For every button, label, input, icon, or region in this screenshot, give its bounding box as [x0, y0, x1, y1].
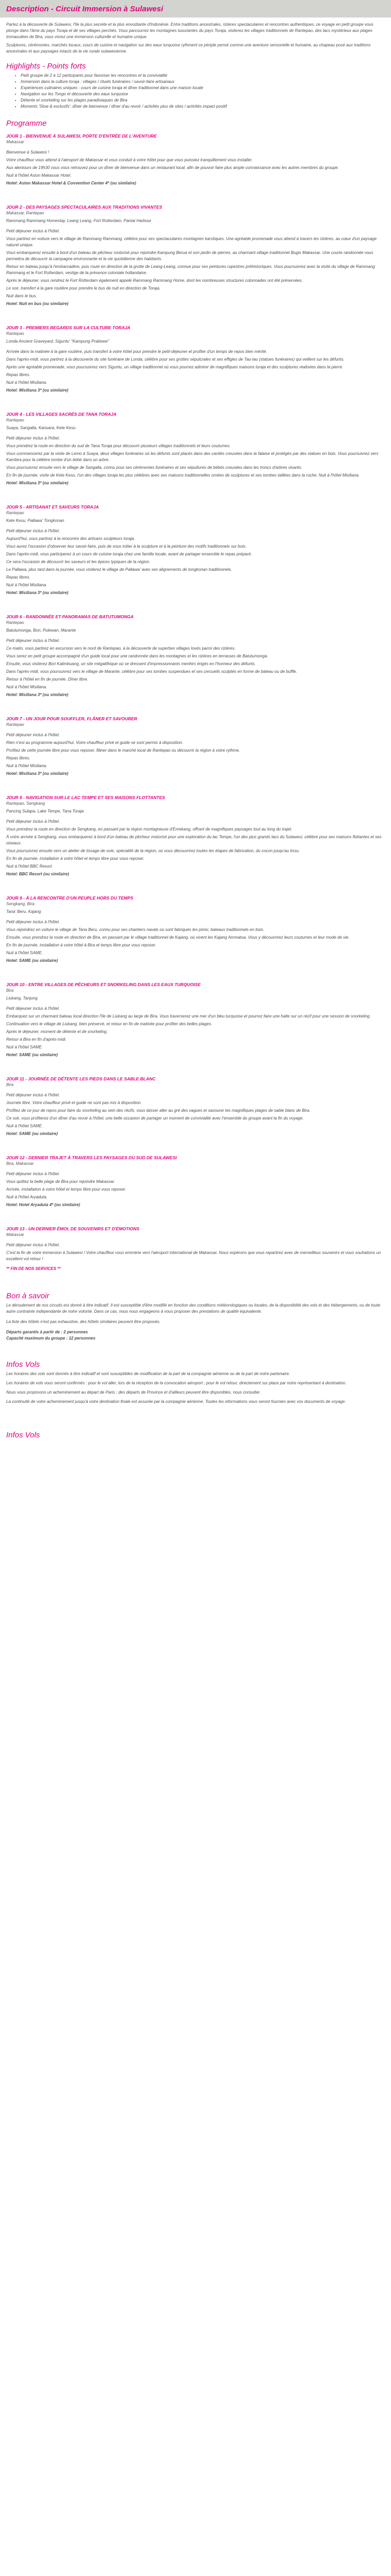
bon-paragraph: Le déroulement de nos circuits est donné à titre indicatif. Il est susceptible d'être modifié en fonction des conditions météorologiques ou locales, de la disponibilité des vols et des hébergements, ou de toute autre contrainte indépendante de notre volonté. Dans ce cas, nous nous engageons à vous proposer des prestations de qualité équivalente. [6, 1303, 381, 1314]
day-paragraph: Nuit à l'hôtel SAME. [6, 1124, 43, 1128]
day-paragraph: Dans l'après-midi, vous poursuivrez vers le village de Marante, célèbre pour ses tombes suspendues et ses cercueils sculptés en forme de bateau ou de buffle. [6, 669, 298, 674]
day-paragraph: Petit déjeuner inclus à l'hôtel. [6, 1093, 60, 1097]
day-hotel: Hotel: SAME (ou similaire) [6, 1131, 58, 1136]
day-paragraph: Petit déjeuner inclus à l'hôtel. [6, 1006, 60, 1011]
day-location: Bira [6, 988, 14, 993]
day-paragraph: Repas libres. [6, 756, 30, 760]
day-paragraph: Journée libre. Votre chauffeur privé et guide ne sont pas mis à disposition. [6, 1100, 142, 1105]
day-paragraph: Nuit à l'hôtel BBC Resort. [6, 864, 53, 869]
day-paragraph: Vous rejoindrez en voiture le village de Tana Beru, connu pour ses chantiers navals où sont fabriqués les pinisi, bateaux traditionnels en bois. [6, 927, 265, 932]
day-hotel: Hotel: Aston Makassar Hotel & Convention Center 4* (ou similaire) [6, 181, 136, 185]
day-paragraph: Vous serez en petit groupe accompagné d'un guide local pour une randonnée dans les montagnes et les rizières en terrasses de Batutumonga. [6, 654, 268, 658]
day-hotel: Hotel: Nuit en bus (ou similaire) [6, 301, 69, 306]
day-sites: Suaya, Sangalla, Kanuara, Kete Kesu [6, 426, 76, 430]
day-location: Bira, Makassar [6, 1161, 34, 1166]
day-block [6, 1155, 385, 1208]
day-paragraph: Dans l'après-midi, vous participerez à un cours de cuisine toraja chez une famille locale, avant de partager ensemble le repas préparé. [6, 552, 252, 556]
day-sites: Londa Ancient Graveyard, Siguntu' "Kampung Prabewe" [6, 339, 109, 344]
day-paragraph: Vous poursuivrez ensuite vers un atelier de tissage de soie, spécialité de la région, où vous découvrirez toutes les étapes de fabrication, du cocon jusqu'au tissu. [6, 849, 300, 853]
day-location: Rantepao [6, 331, 24, 336]
day-title: JOUR 5 - ARTISANAT ET SAVEURS TORAJA [6, 504, 99, 510]
day-block [6, 614, 385, 698]
day-paragraph: Ce matin, vous partirez en excursion vers le nord de Rantepao, à la découverte de superbes villages lovés parmi des rizières. [6, 646, 236, 651]
day-paragraph: Le soir, transfert à la gare routière pour prendre le bus de nuit en direction de Toraja. [6, 286, 160, 291]
day-title: JOUR 11 - JOURNÉE DE DÉTENTE LES PIEDS DANS LE SABLE BLANC [6, 1076, 156, 1081]
bon-block [0, 1302, 391, 1342]
day-paragraph: Retour à l'hôtel en fin de journée. Dîner libre. [6, 677, 88, 682]
day-paragraph: Vous commencerez par la visite de Lemo à Suaya, deux villages funéraires où les défunts sont placés dans des cavités creusées dans la falaise et protégés par des statues en bois. Vous poursuivrez vers Kambira pour la célèbre tombe d'un bébé dans un arbre. [6, 451, 379, 462]
day-block [6, 895, 385, 964]
day-paragraph: Ce soir, vous profiterez d'un dîner d'au revoir à l'hôtel, une belle occasion de partager un moment de convivialité avec l'ensemble du groupe avant la fin du voyage. [6, 1116, 304, 1121]
day-paragraph: Continuation vers le village de Liukang, bien préservé, et retour en fin de matinée pour profiter des belles plages. [6, 1022, 213, 1026]
day-paragraph: Arrivée dans la matinée à la gare routière, puis transfert à votre hôtel pour prendre le petit-déjeuner et profiter d'un temps de repos bien mérité. [6, 349, 267, 354]
point-item: • Navigation sur les Tongo et découverte des eaux turquoise [21, 91, 391, 97]
day-paragraph: Nuit à l'hôtel Misiliana. [6, 380, 47, 385]
day-title: JOUR 13 - UN DERNIER ÉMOI, DE SOUVENIRS ET D'ÉMOTIONS [6, 1226, 140, 1231]
day-sites: Rammang Rammang Homestay, Leang Leang, Fort Rotterdam, Pantai Harbour [6, 218, 152, 223]
day-paragraph: Après une agréable promenade, vous poursuivrez vers Siguntu, un village traditionnel où vous pourrez admirer de magnifiques maisons toraja et des sculptures réalisées dans la pierre. [6, 365, 344, 369]
day-paragraph: Petit déjeuner inclus à l'hôtel. [6, 920, 60, 924]
day-paragraph: Nuit à l'hôtel SAME. [6, 951, 43, 955]
day-paragraph: Après le déjeuner, vous rendrez le Fort Rotterdam également appelé Rammang Rammang Home, dont les nombreuses structures colonnades ont été préservées. [6, 278, 303, 283]
point-item: • Petit groupe de 2 à 12 participants pour favoriser les rencontres et la convivialité [21, 73, 391, 79]
day-title: JOUR 3 - PREMIERS REGARDS SUR LA CULTURE TORAJA [6, 325, 131, 330]
day-paragraph: Repas libres. [6, 372, 30, 377]
day-location: Rantepao [6, 511, 24, 515]
point-item: • Immersion dans la culture toraja : villages / rituels funéraires / savoir-faire artisanaux [21, 79, 391, 85]
day-hotel: Hotel: Misiliana 3* (ou similaire) [6, 771, 69, 776]
day-hotel: Hotel: SAME (ou similaire) [6, 1053, 58, 1057]
day-title: JOUR 4 - LES VILLAGES SACRÉS DE TANA TORAJA [6, 412, 117, 417]
day-location: Sengkang, Bira [6, 902, 35, 906]
program-title: Programme [6, 119, 47, 128]
day-block [6, 794, 385, 877]
day-paragraph: En fin de journée, installation à votre hôtel et temps libre pour vous reposer. [6, 856, 144, 861]
day-paragraph: Nuit à l'hôtel SAME. [6, 1045, 43, 1049]
bon-paragraph: La liste des hôtels n'est pas exhaustive, des hôtels similaires peuvent être proposés. [6, 1319, 161, 1324]
day-paragraph: Aux alentours de 19h30 vous vous retrouvez pour un dîner de bienvenue dans un restaurant local, afin de pouvoir faire plus ample connaissance avec les autres membres du groupe. [6, 165, 339, 170]
days-container [0, 133, 391, 1262]
day-paragraph: Petit déjeuner inclus à l'hôtel. [6, 1172, 60, 1176]
day-paragraph: Petit déjeuner inclus à l'hôtel. [6, 638, 60, 643]
day-paragraph: Rien n'est au programme aujourd'hui. Votre chauffeur privé et guide se sont permis à disposition. [6, 740, 183, 745]
day-block [6, 504, 385, 596]
day-paragraph: Le Pallawa, plus tard dans la journée, vous visiterez le village de Pallawa' avec ses alignements de tongkonan traditionnels. [6, 567, 232, 572]
day-paragraph: En fin de journée, visite de Kete Kesu, l'un des villages toraja les plus célèbres avec ses maisons traditionnelles ornées de sculptures et ses tombes taillées dans la roche. Nuit à l'hôtel Misiliana. [6, 473, 360, 478]
day-title: JOUR 12 - DERNIER TRAJET À TRAVERS LES PAYSAGES DU SUD DE SULAWESI [6, 1155, 177, 1160]
day-paragraph: Vous embarquerez ensuite à bord d'un bateau de pêcheur motorisé pour rejoindre Kampung Berua et son jardin de pierres, au charmant village traditionnel Bugis Makassar. Une courte randonnée vous permettra de découvrir la campagne environnante et la vie quotidienne des habitants. [6, 250, 373, 261]
day-paragraph: Petit déjeuner inclus à l'hôtel. [6, 733, 60, 737]
day-location: Makassar, Rantepao [6, 211, 44, 215]
points-list [21, 73, 391, 110]
day-paragraph: Vous poursuivrez ensuite vers le village de Sangalla, connu pour ses cérémonies funéraires et ses sépultures de bébés creusées dans les troncs d'arbres vivants. [6, 465, 302, 470]
point-item: • Détente et snorkeling sur les plages paradisiaques de Bira [21, 97, 391, 104]
day-hotel: Hotel: Misiliana 3* (ou similaire) [6, 481, 69, 485]
day-block [6, 716, 385, 777]
day-hotel: Hotel: Misiliana 3* (ou similaire) [6, 590, 69, 595]
day-title: JOUR 6 - RANDONNÉE ET PANORAMAS DE BATUTUMONGA [6, 614, 134, 619]
day-paragraph: Bienvenue à Sulawesi ! [6, 150, 50, 155]
day-sites: Kete Kesu, Pallawa' Tongkonan [6, 518, 64, 523]
title-bar [0, 0, 391, 18]
day-paragraph: Vous partirez en voiture vers le village de Rammang Rammang, célèbre pour ses spectaculaires montagnes karstiques. Une agréable promenade vous attend à travers les rizières, au cœur d'un paysage naturel unique. [6, 236, 377, 247]
points-title: Highlights - Points forts [6, 62, 86, 71]
day-hotel: Hotel: BBC Resort (ou similaire) [6, 872, 69, 876]
day-paragraph: Nuit dans le bus. [6, 294, 37, 298]
vols-title: Infos Vols [6, 1360, 40, 1369]
day-location: Bira [6, 1082, 14, 1087]
bon-title: Bon à savoir [6, 1292, 50, 1300]
vols-block [0, 1371, 391, 1405]
day-hotel: Hotel: Hotel Aryaduta 4* (ou similaire) [6, 1202, 80, 1207]
day-title: JOUR 8 - NAVIGATION SUR LE LAC TEMPE ET SES MAISONS FLOTTANTES [6, 795, 165, 800]
day-block [6, 411, 385, 486]
day-sites: Tana' Beru, Kajang [6, 909, 41, 914]
day-location: Rantepao [6, 722, 24, 727]
day-title: JOUR 7 - UN JOUR POUR SOUFFLER, FLÂNER ET SAVOURER [6, 716, 137, 721]
day-paragraph: Après le déjeuner, moment de détente et de snorkeling. [6, 1029, 108, 1034]
day-hotel: Hotel: Misiliana 3* (ou similaire) [6, 692, 69, 697]
day-paragraph: Nuit à l'hôtel Aryaduta. [6, 1195, 47, 1199]
day-block [6, 981, 385, 1058]
day-paragraph: Nuit à l'hôtel Misiliana. [6, 583, 47, 587]
day-paragraph: Vous quittez la belle plage de Bira pour rejoindre Makassar. [6, 1179, 116, 1184]
day-paragraph: Vous aurez l'occasion d'observer leur savoir-faire, puis de vous initier à la sculpture et à la peinture des motifs traditionnels sur bois. [6, 544, 247, 549]
day-block [6, 1226, 385, 1262]
day-paragraph: Petit déjeuner inclus à l'hôtel. [6, 1243, 60, 1247]
day-paragraph: Nuit à l'hôtel Misiliana. [6, 764, 47, 768]
day-paragraph: Arrivée, installation à votre hôtel et temps libre pour vous reposer. [6, 1187, 126, 1192]
day-paragraph: Petit déjeuner inclus à l'hôtel. [6, 436, 60, 440]
day-paragraph: Ce sera l'occasion de découvrir les saveurs et les épices typiques de la région. [6, 560, 151, 564]
bon-paragraph: Capacité maximum du groupe : 12 personnes [6, 1336, 95, 1341]
day-paragraph: Dans l'après-midi, vous partirez à la découverte du site funéraire de Londa, célèbre pour ses grottes sépulcrales et ses effigies de Tau-tau (statues funéraires) qui veillent sur les défunts. [6, 357, 345, 362]
day-paragraph: Retour en bateau jusqu'à l'embarcadère, puis route en direction de la grotte de Leang-Leang, connue pour ses peintures rupestres préhistoriques. Vous poursuivrez avec la visite du village de Rammang Rammang et le Fort Rotterdam, vestige de la présence coloniale hollandaise. [6, 264, 375, 275]
day-paragraph: À votre arrivée à Sengkang, vous embarquerez à bord d'un bateau de pêcheur motorisé pour une exploration du lac Tempe, l'un des plus grands lacs du Sulawesi, célèbre pour ses maisons flottantes et ses oiseaux. [6, 835, 382, 845]
point-item: • Moments 'Slow & exclusifs': dîner de bienvenue / dîner d'au revoir / activités plus de sites / activités impact positif [21, 104, 391, 110]
day-title: JOUR 1 - BIENVENUE À SULAWESI, PORTE D'ENTRÉE DE L'AVENTURE [6, 133, 157, 139]
point-item: • Expériences culinaires uniques : cours de cuisine toraja et dîner traditionnel dans une maison locale [21, 85, 391, 91]
intro [0, 18, 391, 55]
day-paragraph: Ensuite, vous prendrez la route en direction de Bira, en passant par le village traditionnel de Kajang, où vivent les Kajang Ammatoa. Vous y découvrirez leurs coutumes et leur mode de vie. [6, 935, 350, 940]
day-paragraph: Embarquez sur un charmant bateau local direction l'île de Liukang au large de Bira. Vous traverserez une mer d'un bleu turquoise et pourrez faire une halte sur un récif pour une session de snorkeling. [6, 1014, 371, 1019]
day-paragraph: Profitez de ce jour de repos pour faire du snorkeling au sein des récifs, vous laisser aller au gré des vagues et savourer les magnifiques plages de sable blanc de Bira. [6, 1108, 311, 1113]
day-title: JOUR 10 - ENTRE VILLAGES DE PÊCHEURS ET SNORKELING DANS LES EAUX TURQUOISE [6, 982, 201, 987]
day-paragraph: Vous prendrez la route en direction de Sengkang, en passant par la région montagneuse d'Enrekang, offrant de magnifiques paysages tout au long du trajet. [6, 827, 292, 832]
day-title: JOUR 2 - DES PAYSAGES SPECTACULAIRES AUX TRADITIONS VIVANTES [6, 205, 162, 210]
day-paragraph: Repas libres. [6, 575, 30, 580]
vols-paragraph: Les horaires de vols vous seront confirmés : pour le vol aller, lors de la réception de la convocation aéroport ; pour le vol retour, directement sur place par notre représentant à destination. [6, 1381, 347, 1385]
day-sites: Liukang, Tanjung [6, 996, 38, 1001]
day-sites: Pancing Sulapa, Lake Tempe, Tana Toraja [6, 809, 84, 814]
day-paragraph: Nuit à l'hôtel Misiliana. [6, 685, 47, 689]
day-block [6, 325, 385, 394]
day-paragraph: Vous prendrez la route en direction du sud de Tana Toraja pour découvrir plusieurs villages traditionnels et leurs coutumes. [6, 444, 231, 448]
vols-paragraph: Les horaires des vols sont donnés à titre indicatif et sont susceptibles de modification de la part de la compagnie aérienne ou de la part de notre partenaire. [6, 1371, 290, 1376]
day-title: JOUR 9 - À LA RENCONTRE D'UN PEUPLE HORS DU TEMPS [6, 895, 134, 901]
day-paragraph: En fin de journée, installation à votre hôtel à Bira et temps libre pour vous reposer. [6, 943, 156, 947]
day-paragraph: Nuit à l'hôtel Aston Makassar Hotel. [6, 173, 72, 178]
intro-paragraph: Sculptures, cérémonies, marchés locaux, cours de cuisine et navigation sur des eaux turquoise rythment ce périple pensé comme une aventure sensorielle et humaine, au chapeau posé aux traditions ancestrales et aux paysages intacts de la vie rurale sulawesienne. [6, 43, 371, 54]
day-paragraph: Petit déjeuner inclus à l'hôtel. [6, 229, 60, 233]
day-paragraph: Aujourd'hui, vous partirez à la rencontre des artisans sculpteurs toraja. [6, 536, 135, 541]
day-location: Rantepao, Sengkang [6, 801, 45, 806]
intro-paragraph: Partez à la découverte de Sulawesi, l'île la plus secrète et la plus envoûtante d'Indonésie. Entre traditions ancestrales, rizières spectaculaires et rencontres authentiques, ce voyage en petit groupe vous plonge dans l'âme du pays Toraja et de ses villages perchés. Vous parcourrez les montagnes luxuriantes du pays Toraja, visiterez les villages traditionnels de Rantepao, des lacs mystérieux aux plages immaculées de Bira, vous vivrez une immersion culturelle et humaine unique. [6, 22, 373, 39]
day-block [6, 133, 385, 187]
vols-title-2: Infos Vols [6, 1431, 40, 1439]
day-location: Rantepao [6, 418, 24, 422]
day-paragraph: Petit déjeuner inclus à l'hôtel. [6, 819, 60, 824]
day-block [6, 204, 385, 307]
day-sites: Batutumonga, Bori, Pulewan, Marante [6, 628, 76, 633]
day-location: Rantepao [6, 620, 24, 625]
day-paragraph: Ensuite, vous visiterez Bori Kalimbuang, un site mégalithique où se dressent d'impressionnants menhirs érigés en l'honneur des défunts. [6, 662, 256, 666]
bon-paragraph: Départs garantis à partir de : 2 personnes [6, 1330, 88, 1334]
day-hotel: Hotel: Misiliana 3* (ou similaire) [6, 388, 69, 393]
day-location: Makassar [6, 140, 24, 144]
day-block [6, 1076, 385, 1137]
day-paragraph: C'est la fin de votre immersion à Sulawesi ! Votre chauffeur vous emmène vers l'aéroport international de Makassar. Nous espérons que vous repartirez avec de merveilleux souvenirs et vous souhaitons un excellent vol retour ! [6, 1250, 381, 1261]
end-note: ** FIN DE NOS SERVICES ** [6, 1266, 61, 1271]
day-paragraph: Retour à Bira en fin d'après-midi. [6, 1037, 67, 1042]
day-hotel: Hotel: SAME (ou similaire) [6, 958, 58, 963]
page-title: Description - Circuit Immersion à Sulawesi [6, 4, 164, 13]
day-paragraph: Profitez de cette journée libre pour vous reposer, flâner dans le marché local de Rantepao ou découvrir la région à votre rythme. [6, 748, 240, 753]
day-location: Makassar [6, 1232, 24, 1237]
vols-paragraph: Nous vous proposons un acheminement au départ de Paris ; des départs de Province et d'ailleurs peuvent être disponibles, nous consulter. [6, 1390, 261, 1395]
day-paragraph: Votre chauffeur vous attend à l'aéroport de Makassar et vous conduit à votre hôtel pour que vous puissiez tranquillement vous installer. [6, 158, 253, 162]
day-paragraph: Petit déjeuner inclus à l'hôtel. [6, 529, 60, 533]
vols-paragraph: La continuité de votre acheminement jusqu'à votre destination finale est assurée par la compagnie aérienne. Toutes les informations vous seront fournies avec vos documents de voyage. [6, 1399, 346, 1404]
